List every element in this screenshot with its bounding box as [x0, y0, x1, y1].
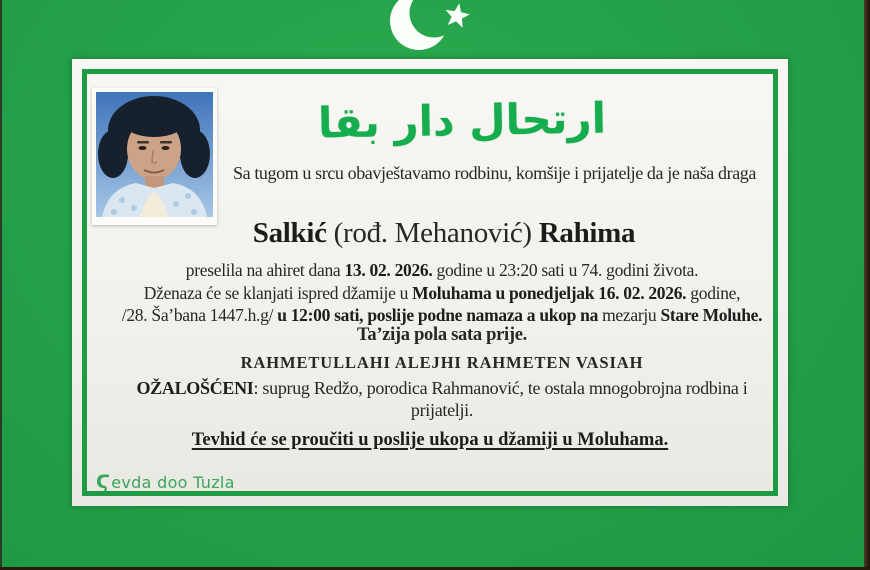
mourners-line	[84, 378, 800, 399]
death-date: 13. 02. 2026.	[344, 260, 433, 280]
tazija-line: Ta’zija pola sata prije.	[357, 325, 527, 345]
star-icon	[446, 3, 470, 28]
funeral-line-pre: Dženaza će se klanjati ispred džamije u	[143, 283, 413, 303]
deceased-maiden-name: (rođ. Mehanović)	[333, 217, 539, 249]
burial-line	[84, 305, 800, 326]
islamic-banner	[375, 0, 505, 58]
deceased-name	[86, 217, 802, 250]
funeral-place-date: Moluhama u ponedjeljak 16. 02. 2026.	[412, 283, 687, 303]
mourners-list: suprug Redžo, porodica Rahmanović, te ostala mnogobrojna rodbina i	[262, 378, 748, 398]
portrait-image	[96, 92, 213, 217]
crescent-moon-icon	[390, 0, 448, 50]
sevda-logo-glyph: Ϛ	[96, 471, 111, 493]
photo-edge-right	[864, 0, 870, 570]
deceased-portrait-photo	[92, 88, 217, 225]
burial-time: u 12:00 sati, poslije podne namaza a ukop na	[277, 305, 603, 325]
funeral-company-signature	[96, 471, 235, 493]
burial-mid: mezarju	[602, 305, 661, 325]
mourners-line-2: prijatelji.	[410, 400, 474, 420]
death-line-pre: preselila na ahiret dana	[185, 260, 345, 280]
obituary-card	[72, 59, 788, 506]
tevhid-text: Tevhid će se proučiti u poslije ukopa u džamiji u Moluhama.	[191, 430, 669, 450]
mourners-label: OŽALOŠĆENI	[136, 378, 254, 398]
deceased-surname: Salkić	[252, 217, 334, 249]
tevhid-line	[72, 430, 788, 451]
hijri-date: /28. Ša’bana 1447.h.g/	[121, 305, 278, 325]
intro-line: Sa tugom u srcu obavještavamo rodbinu, komšije i prijatelje da je naša draga	[233, 163, 756, 183]
death-line-post: godine u 23:20 sati u 74. godini života.	[432, 260, 699, 280]
arabic-calligraphy: ارتحال دار بقا	[317, 93, 607, 148]
death-date-line	[84, 260, 800, 281]
crescent-and-star-graphic	[375, 0, 505, 58]
funeral-line-post: godine,	[686, 283, 741, 303]
photo-edge-left	[0, 0, 2, 570]
mourners-colon: :	[253, 378, 263, 398]
cemetery-name: Stare Moluhe.	[660, 305, 763, 325]
funeral-line	[84, 283, 800, 304]
prayer-line: RAHMETULLAHI ALEJHI RAHMETEN VASIAH	[240, 353, 644, 372]
company-name: evda doo Tuzla	[111, 473, 235, 492]
deceased-given-name: Rahima	[538, 217, 636, 249]
